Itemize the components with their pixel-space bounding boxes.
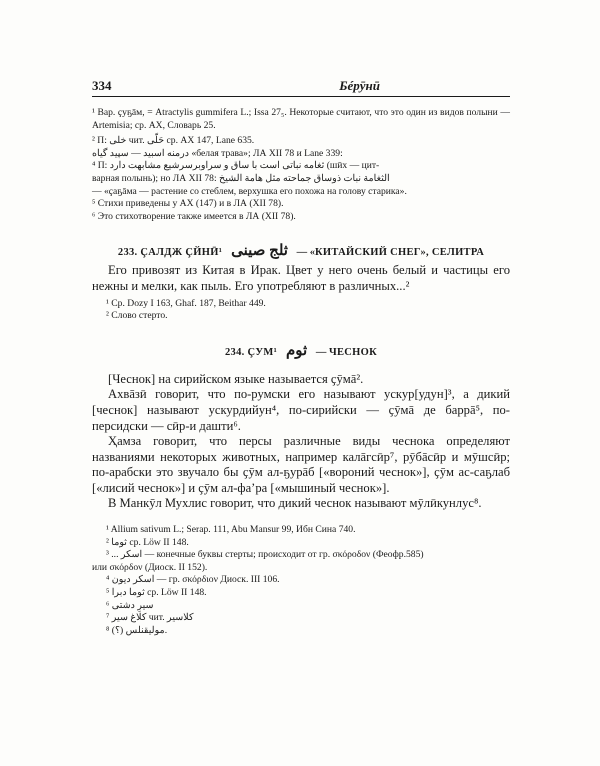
footnote-line: ¹ Вар. ҫуҕāм, = Atractylis gummifera L.; Issa 27₅. Некоторые считают, что это один из видов полыни — Artemisia; ср. АХ, Словарь 25.	[92, 107, 510, 131]
footnote-line: варная полынь); но ЛА XII 78: الثغامة نبات ذوساق جماحته مثل هامة الشيخ	[92, 172, 390, 184]
footnote-line: ² ثوما ср. Löw II 148.	[106, 536, 189, 548]
footnote-line: ³ ... اسكر — конечные буквы стерты; происходит от гр. σκόροδον (Феофр.585)	[106, 549, 424, 561]
entry-233-arabic: ثلج صينى	[231, 243, 288, 260]
entry-234-paragraph: В Манкӯл Мухлис говорит, что дикий чеснок называют мӯлӣкунлус⁸.	[108, 496, 482, 511]
entry-234-paragraph: [Чеснок] на сирийском языке называется ҫӯмā².	[108, 371, 364, 386]
page-number: 334	[92, 78, 112, 93]
footnote-line: ⁴ اسكر ديون — гр. σκόρδιον Диоск. III 106.	[106, 574, 280, 586]
entry-234-paragraph: Ахвāзӣ говорит, что по-румски его называют ускур[удун]³, а дикий [чеснок] называют ускурдийун⁴, по-сирийски — ҫӯмā де баррā⁵, по-персидски — сӣр-и дашти⁶.	[92, 387, 510, 433]
footnote-line: ⁸ موليقنلس (؟).	[106, 624, 168, 636]
header-rule	[92, 96, 510, 97]
footnote-line: ⁶ سيرِ دشتى	[106, 599, 154, 611]
entry-234-title: 234. ҪУМ¹ ثوم — ЧЕСНОК	[225, 342, 377, 359]
footnote-line: или σκόρδον (Диоск. II 152).	[92, 561, 208, 573]
entry-234-arabic: ثوم	[285, 342, 308, 359]
footnotes-prev-entry	[92, 107, 510, 223]
running-title: Бéрӯнӣ	[339, 78, 380, 93]
footnote-line: ¹ Allium sativum L.; Serap. 111, Abu Mansur 99, Ибн Сина 740.	[106, 524, 356, 536]
entry-233-title: 233. ҪАЛДЖ ҪЙНӢ¹ ثلج صينى — «КИТАЙСКИЙ СНЕГ», СЕЛИТРА	[117, 243, 485, 260]
footnote-line: ⁵ Стихи приведены у АХ (147) и в ЛА (XII 78).	[92, 198, 284, 210]
footnote-line: ² Слово стерто.	[106, 310, 168, 322]
entry-234-footnotes	[92, 524, 510, 637]
page-header	[92, 78, 510, 94]
entry-233-text: Его привозят из Китая в Ирак. Цвет у него очень белый и частицы его нежны и мелки, как пыль. Его употребляют в различных...²	[92, 263, 510, 293]
footnote-line: ⁴ П: ثغامه نباتى است با ساق و سراوبرسرشيع مشابهت دارد (шӣх — цит-	[92, 160, 380, 172]
book-page	[92, 78, 510, 637]
footnote-line: ⁶ Это стихотворение также имеется в ЛА (XII 78).	[92, 210, 296, 222]
footnote-line: — «ҫаҕāма — растение со стеблем, верхушка его похожа на голову старика».	[92, 185, 407, 197]
footnote-line: ⁷ كلاغ سير чит. كلاسير	[106, 612, 194, 624]
footnote-line: ² П: خلى чит. حَلّی ср. АХ 147, Lane 635.	[92, 135, 255, 147]
footnote-line: درمنه اسبيد — سپيد گياه «белая трава»; ЛА XII 78 и Lane 339:	[92, 147, 343, 159]
footnote-line: ⁵ ثوما دبرا ср. Löw II 148.	[106, 587, 207, 599]
entry-234-paragraph: Ҳамза говорит, что персы различные виды чеснока определяют названиями некоторых животных, например калāгсӣр⁷, рӯбāсӣр и мӯшсӣр; по-арабски это звучало бы ҫӯм ал-ҕурāб [«вороний чеснок»], ҫӯм ас-саҕлаб [«лисий чеснок»] и ҫӯм ал-фаʼра [«мышиный чеснок»].	[92, 434, 510, 495]
footnote-line: ¹ Ср. Dozy I 163, Ghaf. 187, Beithar 449.	[106, 297, 266, 309]
